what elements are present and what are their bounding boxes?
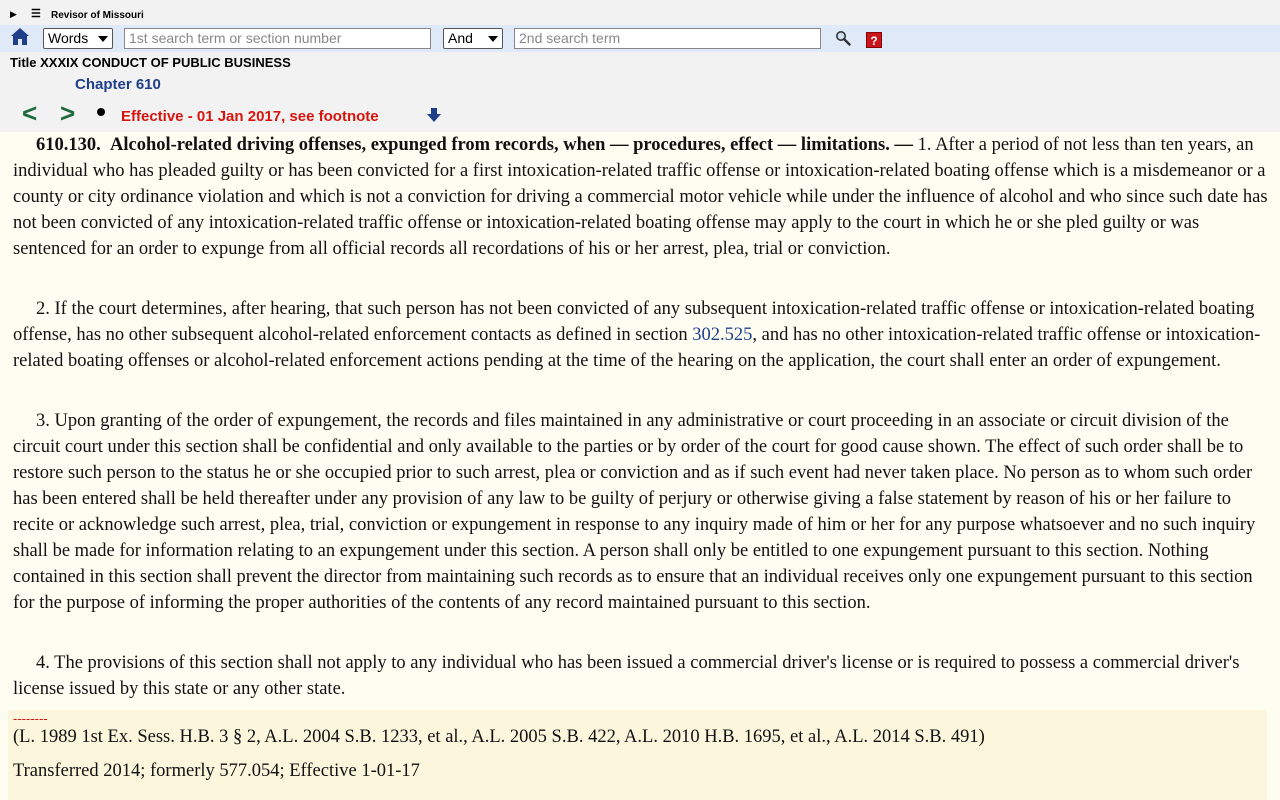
search-operator-value: And	[448, 30, 473, 46]
top-bar	[0, 0, 1280, 25]
site-name[interactable]: Revisor of Missouri	[51, 10, 144, 21]
paragraph-1-text: 1. After a period of not less than ten years, an individual who has pleaded guilty or has been convicted for a first intoxication-related traffic offense or intoxication-related boating offense which is a misdemeanor or a county or city ordinance violation and which is not a conviction for driving a commercial motor vehicle while under the influence of alcohol and who since such date has not been convicted of any intoxication-related traffic offense or intoxication-related boating offense may apply to the court in which he or she pled guilty or was sentenced for an order to expunge from all official records all recordations of his or her arrest, plea, trial or conviction.	[13, 135, 1268, 259]
chevron-down-icon	[488, 36, 498, 42]
section-content	[0, 132, 1280, 800]
next-section-icon[interactable]: >	[60, 98, 76, 128]
first-search-term-input[interactable]	[124, 28, 431, 49]
chevron-down-icon	[98, 36, 108, 42]
paragraph-4-text: 4. The provisions of this section shall not apply to any individual who has been issued a commercial driver's license or is required to possess a commercial driver's license issued by this state or any other state.	[13, 653, 1240, 699]
first-search-term-placeholder: 1st search term or section number	[129, 30, 342, 46]
arrow-down-icon[interactable]	[425, 106, 443, 124]
footnote-box	[8, 710, 1267, 800]
effective-date-link[interactable]: Effective - 01 Jan 2017, see footnote	[121, 108, 379, 125]
home-icon[interactable]	[10, 27, 30, 47]
paragraph-3	[13, 408, 1268, 616]
second-search-term-input[interactable]	[514, 28, 821, 49]
section-302-525-link[interactable]: 302.525	[692, 325, 753, 345]
search-icon[interactable]	[835, 30, 851, 46]
section-number: 610.130.	[36, 135, 101, 155]
page-title[interactable]: Title XXXIX CONDUCT OF PUBLIC BUSINESS	[10, 55, 291, 70]
chapter-link[interactable]: Chapter 610	[75, 76, 161, 93]
section-heading: Alcohol-related driving offenses, expunged from records, when — procedures, effect — limitations. —	[110, 135, 913, 155]
search-mode-value: Words	[48, 30, 89, 46]
search-mode-select[interactable]	[43, 28, 113, 49]
footnote-separator: --------	[13, 711, 48, 726]
expand-triangle-icon[interactable]: ▶	[10, 9, 17, 19]
previous-section-icon[interactable]: <	[22, 98, 38, 128]
history-note: (L. 1989 1st Ex. Sess. H.B. 3 § 2, A.L. 2004 S.B. 1233, et al., A.L. 2005 S.B. 422, A.L. 2010 H.B. 1695, et al., A.L. 2014 S.B. 491)	[13, 727, 985, 747]
help-button[interactable]: ?	[866, 32, 882, 48]
paragraph-3-text: 3. Upon granting of the order of expungement, the records and files maintained in any administrative or court proceeding in an associate or circuit division of the circuit court under this section shall be confidential and only available to the parties or by order of the court for good cause shown. The effect of such order shall be to restore such person to the status he or she occupied prior to such arrest, plea or conviction and as if such event had never taken place. No person as to whom such order has been entered shall be held thereafter under any provision of any law to be guilty of perjury or otherwise giving a false statement by reason of his or her failure to recite or acknowledge such arrest, plea, trial, conviction or expungement in response to any inquiry made of him or her for any purpose whatsoever and no such inquiry shall be made for information relating to an expungement under this section. A person shall only be entitled to one expungement pursuant to this section. Nothing contained in this section shall prevent the director from maintaining such records as to ensure that an individual receives only one expungement pursuant to this section for the purpose of informing the proper authorities of the contents of any record maintained pursuant to this section.	[13, 411, 1256, 613]
transfer-note: Transferred 2014; formerly 577.054; Effective 1-01-17	[13, 761, 420, 781]
paragraph-2-text-b: , and has no other intoxication-related traffic offense or intoxication-related boating offenses or alcohol-related enforcement actions pending at the time of the hearing on the application, the court shall enter an order of expungement.	[13, 325, 1261, 371]
menu-icon[interactable]: ☰	[31, 8, 41, 20]
paragraph-4	[13, 650, 1268, 702]
page-header	[0, 52, 1280, 132]
paragraph-2-text-a: 2. If the court determines, after hearing, that such person has not been convicted of any subsequent intoxication-related traffic offense or intoxication-related boating offense, has no other subsequent alcohol-related enforcement contacts as defined in section	[13, 299, 1255, 345]
paragraph-2	[13, 296, 1268, 374]
bullet-icon	[97, 108, 105, 116]
paragraph-1	[13, 132, 1268, 262]
search-bar	[0, 25, 1280, 52]
second-search-term-placeholder: 2nd search term	[519, 30, 621, 46]
search-operator-select[interactable]	[443, 28, 503, 49]
